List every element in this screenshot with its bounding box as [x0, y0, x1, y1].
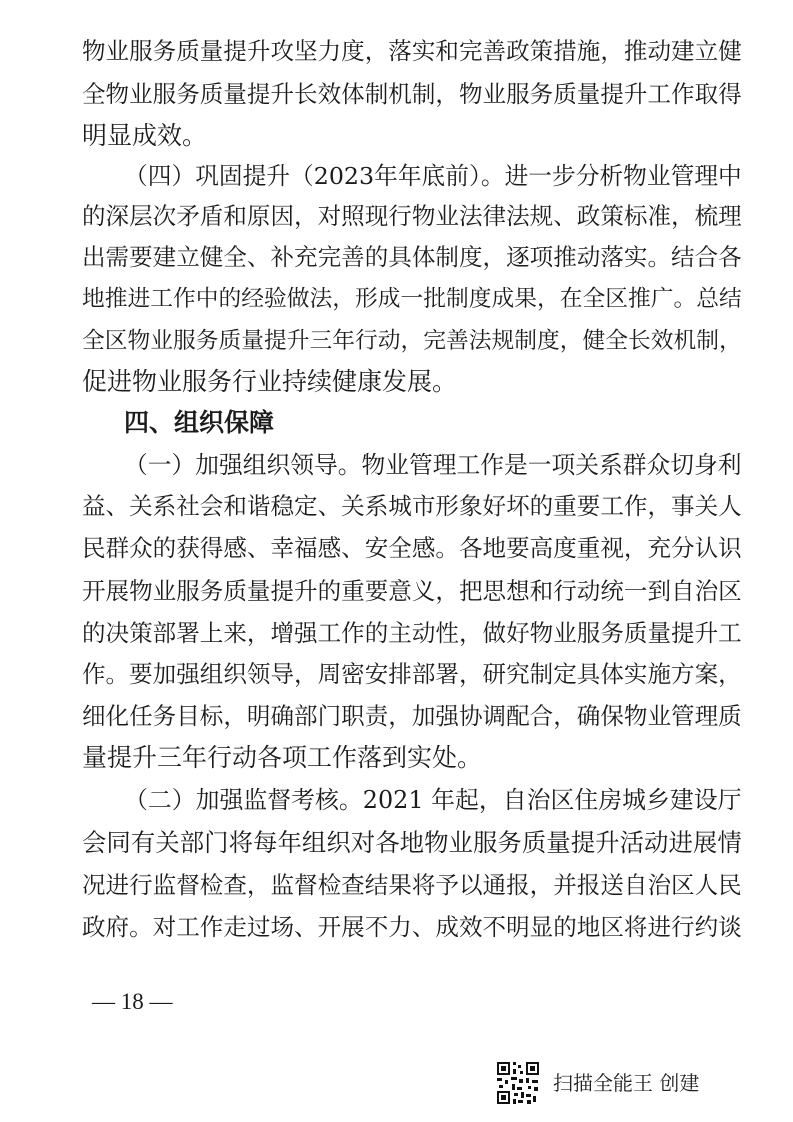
text-line: 地推进工作中的经验做法，形成一批制度成果，在全区推广。总结 [82, 286, 742, 312]
text-line: 作。要加强组织领导，周密安排部署，研究制定具体实施方案， [82, 660, 742, 688]
text-line: 民群众的获得感、幸福感、安全感。各地要高度重视，充分认识 [82, 534, 742, 562]
text-line: 会同有关部门将每年组织对各地物业服务质量提升活动进展情 [82, 828, 742, 857]
section-heading: 四、组织保障 [124, 408, 275, 437]
text-line: 益、关系社会和谐稳定、关系城市形象好坏的重要工作，事关人 [82, 492, 742, 520]
text-line: 政府。对工作走过场、开展不力、成效不明显的地区将进行约谈 [82, 913, 742, 941]
text-line: 开展物业服务质量提升的重要意义，把思想和行动统一到自治区 [82, 577, 742, 605]
text-line: （二）加强监督考核。2021 年起，自治区住房城乡建设厅 [124, 786, 742, 814]
text-line: 的决策部署上来，增强工作的主动性，做好物业服务质量提升工 [82, 619, 742, 647]
text-line: 全区物业服务质量提升三年行动，完善法规制度，健全长效机制， [82, 328, 742, 354]
watermark-text: 扫描全能王 创建 [553, 1071, 700, 1095]
text-line: 明显成效。 [82, 121, 208, 150]
text-line: 的深层次矛盾和原因，对照现行物业法律法规、政策标准，梳理 [82, 202, 742, 230]
text-line: 出需要建立健全、补充完善的具体制度，逐项推动落实。结合各 [82, 243, 742, 271]
text-line: 细化任务目标，明确部门职责，加强协调配合，确保物业管理质 [82, 702, 742, 730]
text-line: 况进行监督检查，监督检查结果将予以通报，并报送自治区人民 [82, 871, 742, 899]
text-line: （一）加强组织领导。物业管理工作是一项关系群众切身利 [124, 451, 742, 479]
text-line: 物业服务质量提升攻坚力度，落实和完善政策措施，推动建立健 [82, 37, 742, 65]
text-line: 量提升三年行动各项工作落到实处。 [82, 743, 483, 772]
qr-code-icon [495, 1060, 541, 1106]
text-line: （四）巩固提升（2023年年底前）。进一步分析物业管理中 [124, 162, 742, 190]
page-number: — 18 — [92, 989, 173, 1014]
scanner-watermark [495, 1060, 725, 1106]
text-line: 全物业服务质量提升长效体制机制，物业服务质量提升工作取得 [82, 80, 742, 108]
text-line: 促进物业服务行业持续健康发展。 [82, 367, 458, 396]
